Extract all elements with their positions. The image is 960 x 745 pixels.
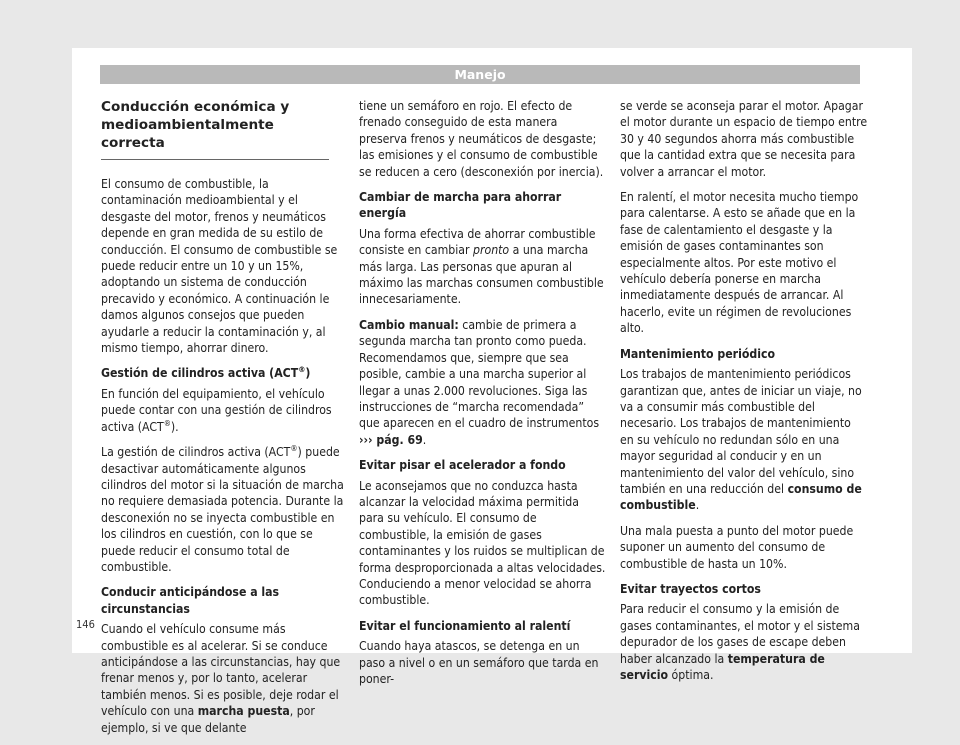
maintenance-paragraph: Los trabajos de mantenimiento periódicos garantizan que, antes de iniciar un viaje, no va a consumir más combustible del necesario. Los trabajos de mantenimiento en su vehículo no redundan sólo en una mayor seguridad al conducir y en un mantenimiento del valor del vehículo, sino también en una reducción del consumo de combustible. — [620, 367, 862, 513]
column-1 — [101, 98, 349, 745]
continuation-paragraph: tiene un semáforo en rojo. El efecto de frenado conseguido de esta manera preserva frenos y neumáticos de desgaste; las emisiones y el consumo de combustible se reducen a cero (desconexión por inercia). — [359, 99, 604, 179]
short-trips-heading: Evitar trayectos cortos — [620, 581, 761, 596]
act-paragraph-1: En función del equipamiento, el vehículo puede contar con una gestión de cilindros activa (ACT®). — [101, 386, 332, 434]
section-title: Conducción económica y medioambientalmente correcta — [101, 98, 329, 160]
anticipate-paragraph: Cuando el vehículo consume más combustible es al acelerar. Si se conduce anticipándose a las circunstancias, hay que frenar menos y, por lo tanto, acelerar también menos. Si es posible, deje rodar el vehículo con una marcha puesta, por ejemplo, si ve que delante — [101, 622, 341, 735]
accelerator-paragraph: Le aconsejamos que no conduzca hasta alcanzar la velocidad máxima permitida para su vehículo. El consumo de combustible, la emisión de gases contaminantes y los ruidos se multiplican de forma desproporcionada a altas velocidades. Conduciendo a menor velocidad se ahorra combustible. — [359, 478, 606, 608]
intro-paragraph: El consumo de combustible, la contaminación medioambiental y el desgaste del motor, frenos y neumáticos depende en gran medida de su estilo de conducción. El consumo de combustible se puede reducir entre un 10 y un 15%, adoptando un sistema de conducción precavido y económico. A continuación le damos algunos consejos que pueden ayudarle a reducir la contaminación y, al mismo tiempo, ahorrar dinero. — [101, 177, 338, 356]
running-header: Manejo — [100, 65, 860, 84]
tuning-paragraph: Una mala puesta a punto del motor puede suponer un aumento del consumo de combustible de hasta un 10%. — [620, 523, 854, 571]
short-trips-paragraph: Para reducir el consumo y la emisión de gases contaminantes, el motor y el sistema depurador de los gases de escape deben haber alcanzado la temperatura de servicio óptima. — [620, 602, 860, 682]
page-number: 146 — [76, 618, 95, 631]
anticipate-heading: Conducir anticipándose a las circunstancias — [101, 585, 280, 616]
gear-change-heading: Cambiar de marcha para ahorrar energía — [359, 190, 562, 221]
manual-gearbox-paragraph: Cambio manual: cambie de primera a segunda marcha tan pronto como pueda. Recomendamos que, siempre que sea posible, cambie a una marcha superior al llegar a unas 2.000 revoluciones. Siga las instrucciones de “marcha recomendada” que aparecen en el cuadro de instrumentos ››› pág. 69. — [359, 317, 600, 447]
gear-change-paragraph: Una forma efectiva de ahorrar combustible consiste en cambiar pronto a una marcha más larga. Las personas que apuran al máximo las marchas consumen combustible innecesariamente. — [359, 226, 604, 307]
column-3 — [620, 98, 868, 692]
accelerator-heading: Evitar pisar el acelerador a fondo — [359, 458, 566, 473]
maintenance-heading: Mantenimiento periódico — [620, 346, 776, 361]
page-reference-link[interactable]: ››› pág. 69 — [359, 432, 423, 447]
idle-heading: Evitar el funcionamiento al ralentí — [359, 618, 571, 633]
column-2 — [359, 98, 607, 696]
act-heading: Gestión de cilindros activa (ACT®) — [101, 365, 311, 381]
warmup-paragraph: En ralentí, el motor necesita mucho tiempo para calentarse. A esto se añade que en la fase de calentamiento el desgaste y la emisión de gases contaminantes son especialmente altos. Por este motivo el vehículo debería ponerse en marcha inmediatamente después de arrancar. Al hacerlo, evite un régimen de revoluciones alto. — [620, 190, 859, 336]
idle-paragraph: Cuando haya atascos, se detenga en un paso a nivel o en un semáforo que tarda en poner- — [359, 639, 599, 686]
idle-continuation-paragraph: se verde se aconseja parar el motor. Apagar el motor durante un espacio de tiempo entre 30 y 40 segundos ahorra más combustible que la cantidad extra que se necesita para volver a arrancar el motor. — [620, 99, 868, 179]
act-paragraph-2: La gestión de cilindros activa (ACT®) puede desactivar automáticamente algunos cilindros del motor si la situación de marcha no requiere demasiada potencia. Durante la desconexión no se inyecta combustible en los cilindros en cuestión, con lo que se puede reducir el consumo total de combustible. — [101, 444, 344, 574]
